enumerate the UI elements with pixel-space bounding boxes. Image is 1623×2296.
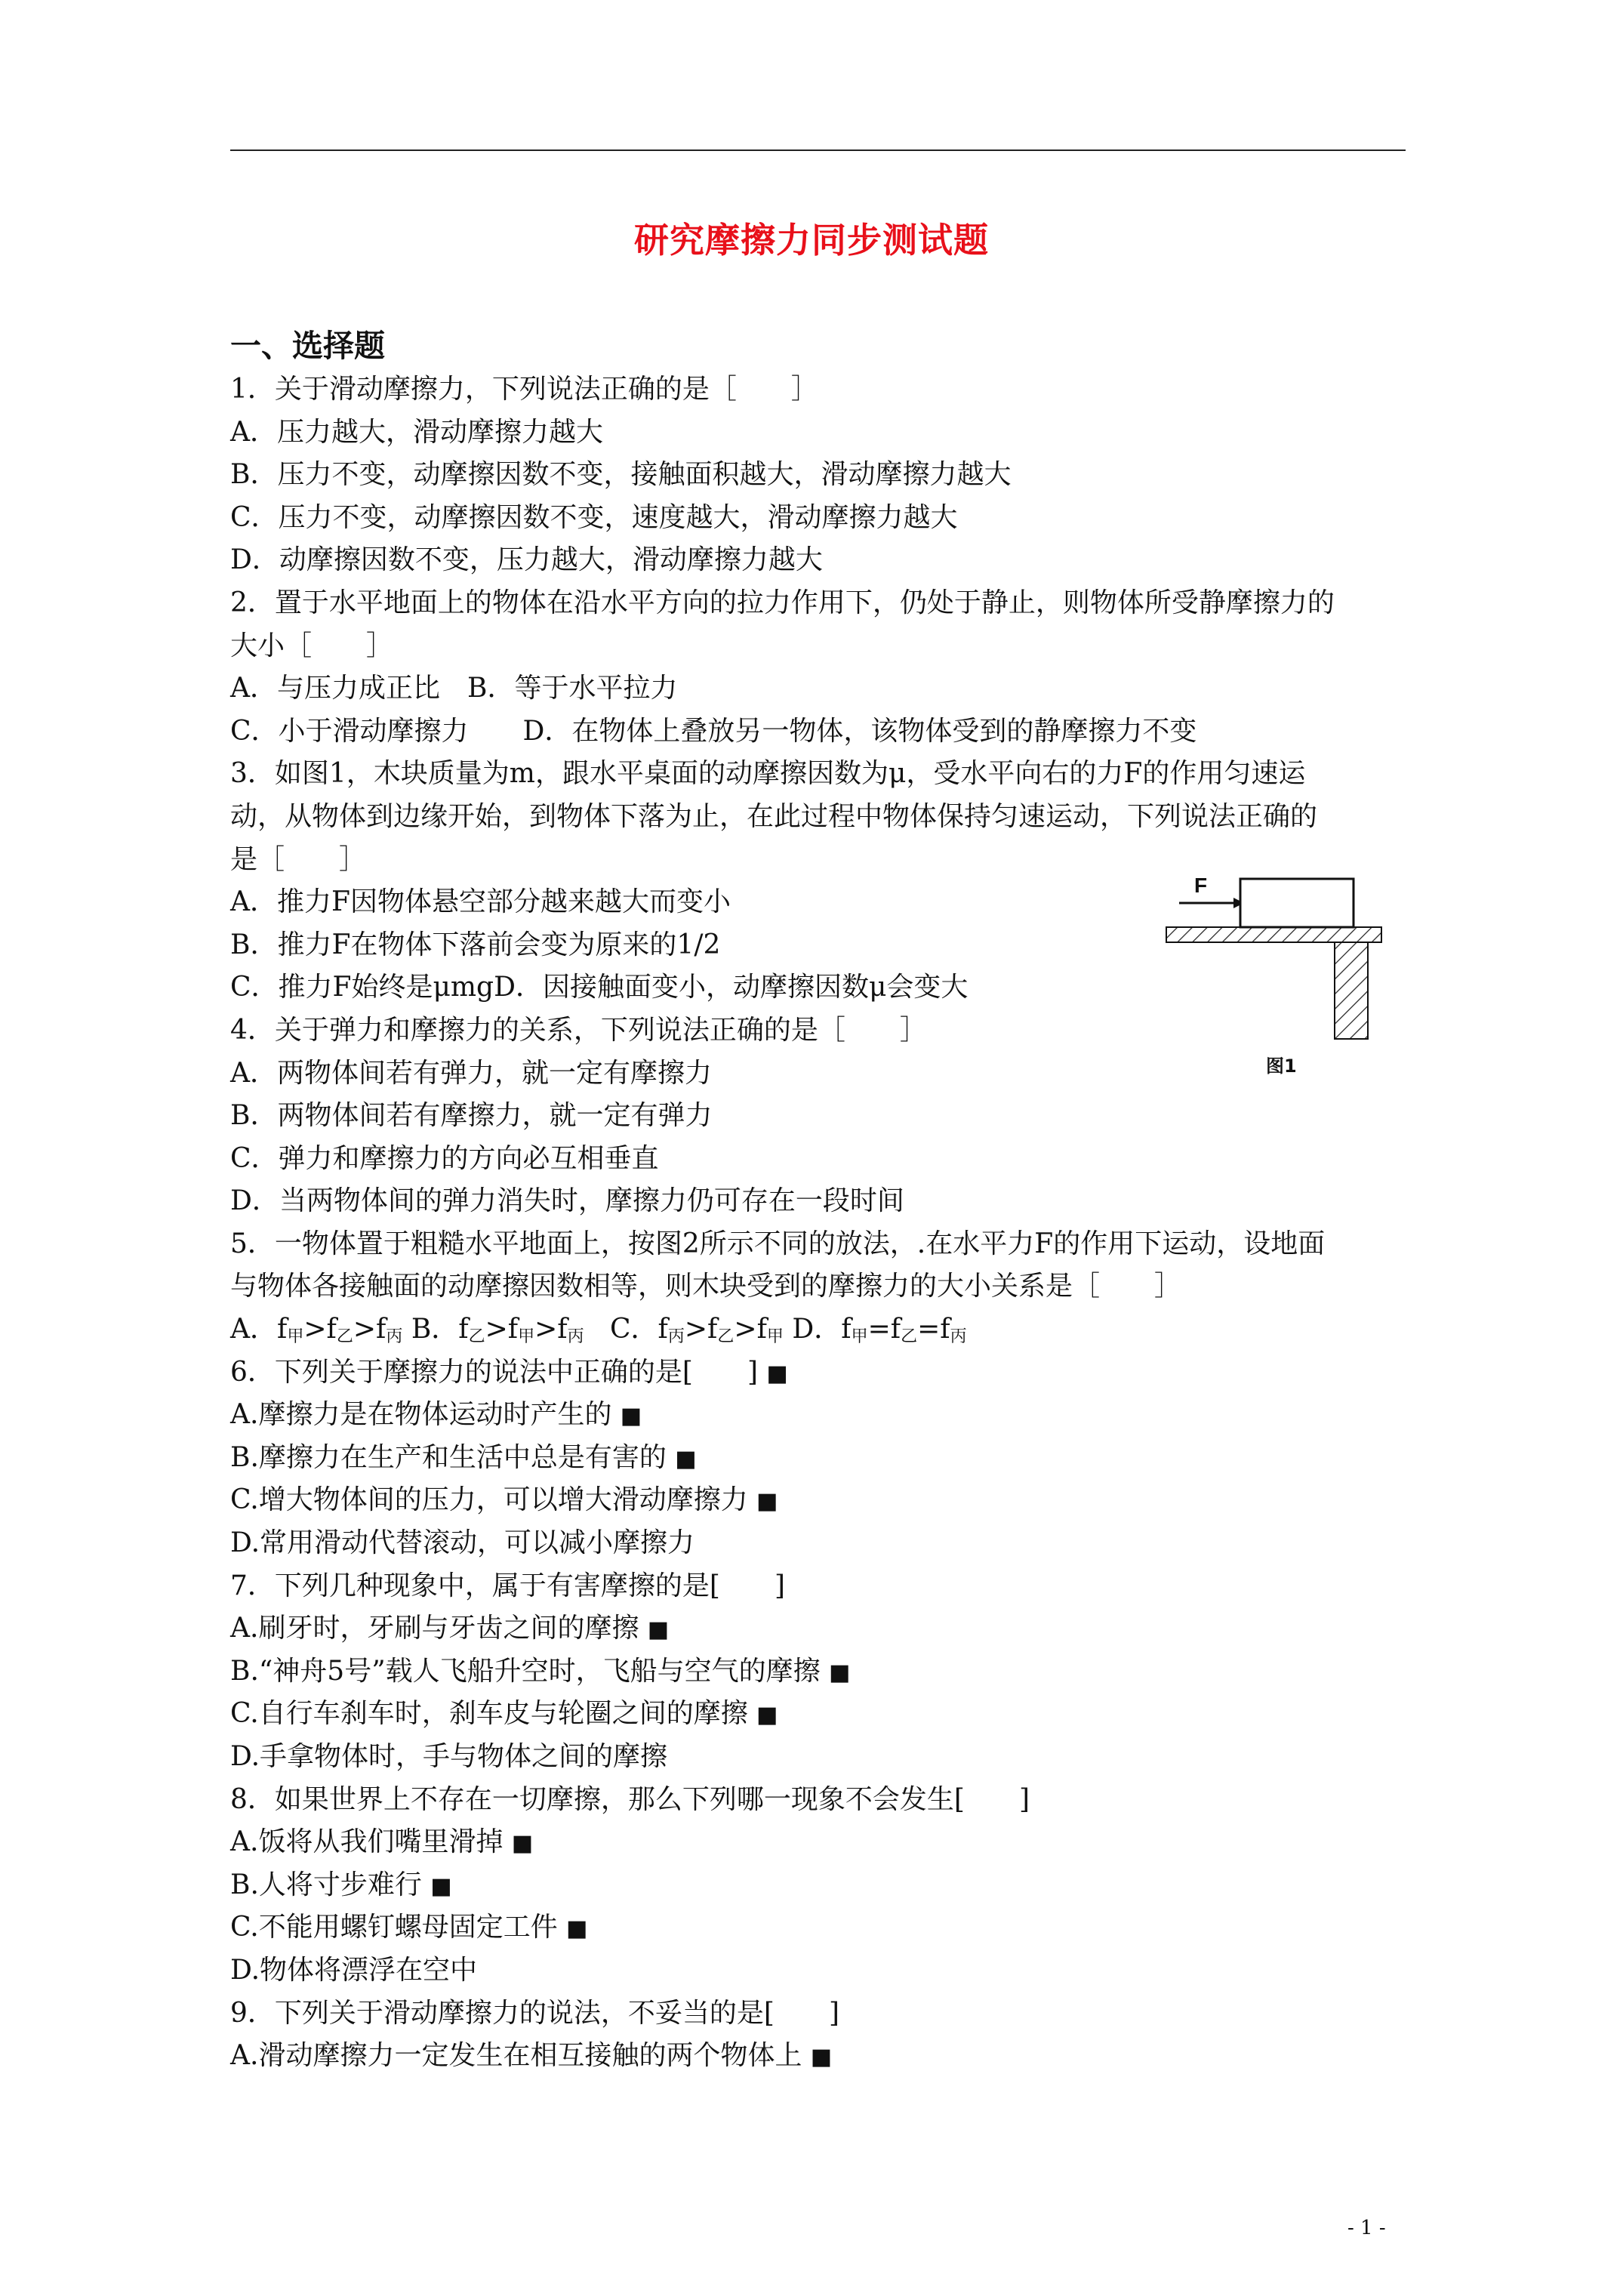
question-2-stem-line2: 大小［ ］ [230,630,394,661]
q3-option-b: B．推力F在物体下落前会变为原来的1/2 [230,929,721,960]
q3-option-cd: C．推力F始终是μmgD．因接触面变小，动摩擦因数μ会变大 [230,972,969,1003]
marker-square-icon: ■ [647,1616,670,1644]
q2-options-ab: A．与压力成正比 B．等于水平拉力 [230,673,678,704]
marker-square-icon: ■ [829,1659,851,1686]
q1-option-c: C．压力不变，动摩擦因数不变，速度越大，滑动摩擦力越大 [230,501,958,533]
q4-option-b: B．两物体间若有摩擦力，就一定有弹力 [230,1100,713,1132]
figure-1-diagram [1163,867,1389,1078]
q4-option-c: C．弹力和摩擦力的方向必互相垂直 [230,1142,659,1174]
q9-option-a: A.滑动摩擦力一定发生在相互接触的两个物体上 ■ [230,2040,833,2072]
page-title: 研究摩擦力同步测试题 [634,220,989,260]
marker-square-icon: ■ [766,1360,788,1387]
question-2-stem-line1: 2．置于水平地面上的物体在沿水平方向的拉力作用下，仍处于静止，则物体所受静摩擦力的 [230,587,1335,618]
q7-option-a: A.刷牙时，牙刷与牙齿之间的摩擦 ■ [230,1613,670,1644]
figure-caption: 图1 [1266,1056,1297,1077]
question-3-stem-line1: 3．如图1，木块质量为m，跟水平桌面的动摩擦因数为μ，受水平向右的力F的作用匀速运 [230,758,1306,790]
question-7-stem: 7．下列几种现象中，属于有害摩擦的是[ ] [230,1570,785,1601]
q8-option-b: B.人将寸步难行 ■ [230,1869,452,1900]
q4-option-a: A．两物体间若有弹力，就一定有摩擦力 [230,1057,712,1089]
question-list [230,368,1408,2078]
q5-options: A．$f_甲>f_乙>f_丙$ B．$f_乙>f_甲>f_丙$ C．$f_丙>f_乙>f_甲$ D．$f_甲=f_乙=f_丙$ [230,1314,967,1347]
question-1-stem: 1．关于滑动摩擦力，下列说法正确的是［ ］ [230,374,818,405]
q1-option-b: B．压力不变，动摩擦因数不变，接触面积越大，滑动摩擦力越大 [230,459,1012,491]
q7-option-c: C.自行车刹车时，刹车皮与轮圈之间的摩擦 ■ [230,1698,778,1730]
marker-square-icon: ■ [675,1445,697,1472]
table-top [1166,927,1381,942]
force-label: F [1194,874,1208,897]
q7-option-d: D.手拿物体时，手与物体之间的摩擦 [230,1741,668,1772]
q8-option-a: A.饭将从我们嘴里滑掉 ■ [230,1826,534,1858]
marker-square-icon: ■ [620,1403,642,1430]
marker-square-icon: ■ [566,1915,588,1943]
header-rule [230,149,1406,151]
q1-option-d: D．动摩擦因数不变，压力越大，滑动摩擦力越大 [230,544,823,576]
question-5-stem-line1: 5．一物体置于粗糙水平地面上，按图2所示不同的放法，.在水平力F的作用下运动，设地面 [230,1228,1326,1259]
wooden-block [1240,879,1354,927]
q1-option-a: A．压力越大，滑动摩擦力越大 [230,416,603,448]
question-8-stem: 8．如果世界上不存在一切摩擦，那么下列哪一现象不会发生[ ] [230,1783,1030,1815]
question-5-stem-line2: 与物体各接触面的动摩擦因数相等，则木块受到的摩擦力的大小关系是［ ］ [230,1271,1182,1302]
question-6-stem: 6．下列关于摩擦力的说法中正确的是[ ] ■ [230,1356,788,1388]
marker-square-icon: ■ [810,2044,833,2071]
q3-option-a: A．推力F因物体悬空部分越来越大而变小 [230,886,731,918]
question-3-stem-line2: 动，从物体到边缘开始，到物体下落为止，在此过程中物体保持匀速运动，下列说法正确的 [230,800,1318,832]
marker-square-icon: ■ [511,1830,534,1857]
page-number: - 1 - [1347,2217,1386,2239]
q6-option-c: C.增大物体间的压力，可以增大滑动摩擦力 ■ [230,1484,778,1516]
section-heading: 一、选择题 [230,328,385,364]
q6-option-d: D.常用滑动代替滚动，可以减小摩擦力 [230,1527,695,1559]
marker-square-icon: ■ [756,1488,778,1515]
question-9-stem: 9．下列关于滑动摩擦力的说法，不妥当的是[ ] [230,1997,839,2029]
marker-square-icon: ■ [430,1872,452,1900]
question-3-stem-line3: 是［ ］ [230,843,367,875]
q8-option-d: D.物体将漂浮在空中 [230,1954,478,1986]
q6-option-b: B.摩擦力在生产和生活中总是有害的 ■ [230,1441,697,1473]
q7-option-b: B.“神舟5号”载人飞船升空时，飞船与空气的摩擦 ■ [230,1655,851,1687]
q6-option-a: A.摩擦力是在物体运动时产生的 ■ [230,1399,642,1431]
table-leg [1335,942,1368,1039]
marker-square-icon: ■ [756,1702,778,1729]
question-4-stem: 4．关于弹力和摩擦力的关系，下列说法正确的是［ ］ [230,1014,927,1046]
q8-option-c: C.不能用螺钉螺母固定工件 ■ [230,1912,588,1943]
q4-option-d: D．当两物体间的弹力消失时，摩擦力仍可存在一段时间 [230,1185,904,1217]
q2-options-cd: C．小于滑动摩擦力 D．在物体上叠放另一物体，该物体受到的静摩擦力不变 [230,715,1197,747]
